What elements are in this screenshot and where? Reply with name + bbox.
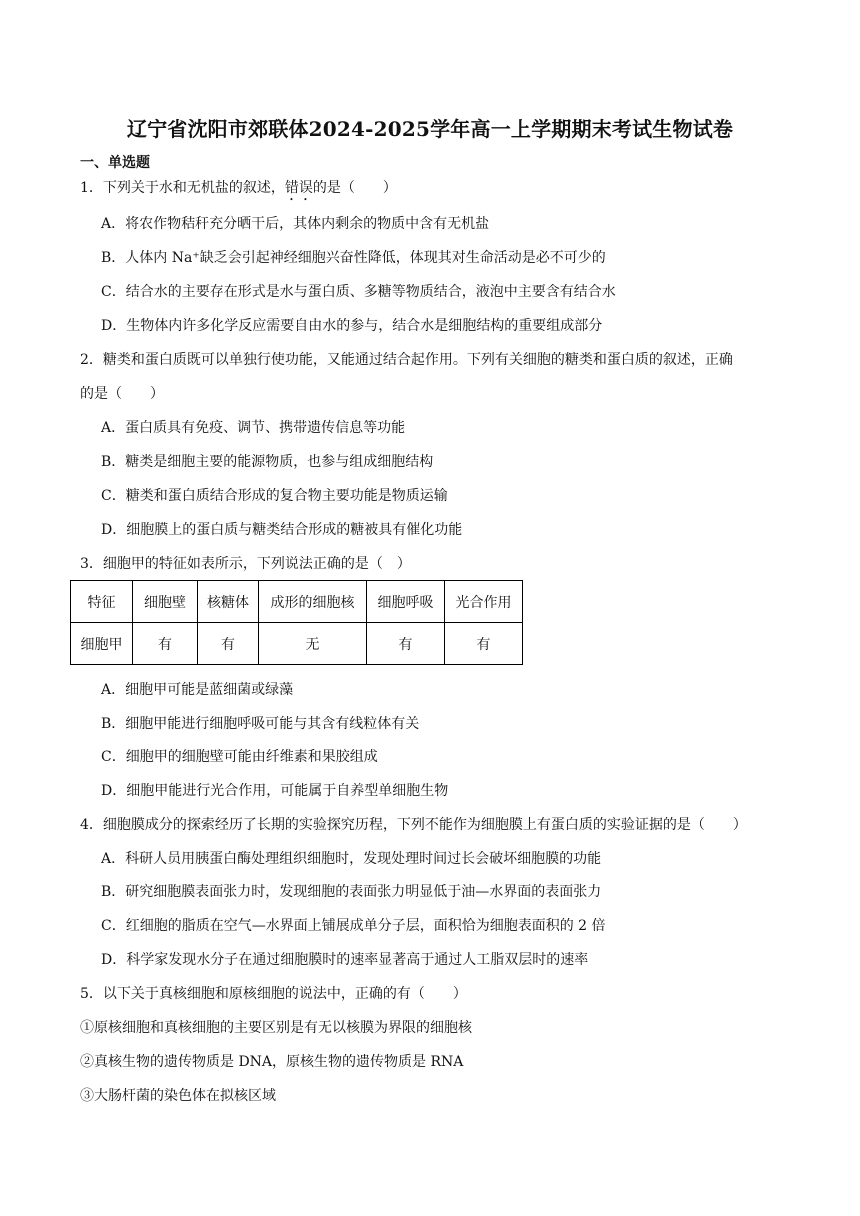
question-2-option-d: D．细胞膜上的蛋白质与糖类结合形成的糖被具有催化功能 <box>101 522 463 538</box>
question-2-stem-line-2: 的是（ ） <box>80 386 164 402</box>
question-2-stem-line-1: 2．糖类和蛋白质既可以单独行使功能，又能通过结合起作用。下列有关细胞的糖类和蛋白质的叙述，正确 <box>80 352 733 368</box>
question-1-stem-end: 的是（ ） <box>312 180 397 196</box>
question-2-option-c: C．糖类和蛋白质结合形成的复合物主要功能是物质运输 <box>101 488 448 504</box>
table-header-cell: 细胞呼吸 <box>367 581 445 623</box>
section-heading: 一、单选题 <box>80 155 150 171</box>
table-cell: 有 <box>445 623 523 665</box>
question-1-stem-text: 1．下列关于水和无机盐的叙述， <box>80 180 285 196</box>
question-4-option-c: C．红细胞的脂质在空气—水界面上铺展成单分子层，面积恰为细胞表面积的 2 倍 <box>101 918 606 934</box>
question-3-stem: 3．细胞甲的特征如表所示，下列说法正确的是（ ） <box>80 556 411 572</box>
table-cell: 有 <box>198 623 259 665</box>
table-header-row <box>71 581 523 623</box>
question-5-statement-2: ②真核生物的遗传物质是 DNA，原核生物的遗传物质是 RNA <box>80 1054 464 1070</box>
question-3-option-b: B．细胞甲能进行细胞呼吸可能与其含有线粒体有关 <box>101 716 420 732</box>
question-4-option-a: A．科研人员用胰蛋白酶处理组织细胞时，发现处理时间过长会破坏细胞膜的功能 <box>101 851 602 867</box>
question-5-statement-1: ①原核细胞和真核细胞的主要区别是有无以核膜为界限的细胞核 <box>80 1020 472 1036</box>
table-header-cell: 特征 <box>71 581 133 623</box>
table-row <box>71 623 523 665</box>
question-2-option-a: A．蛋白质具有免疫、调节、携带遗传信息等功能 <box>101 420 406 436</box>
question-3-option-c: C．细胞甲的细胞壁可能由纤维素和果胶组成 <box>101 749 378 765</box>
question-5-statement-3: ③大肠杆菌的染色体在拟核区域 <box>80 1088 276 1104</box>
table-cell: 无 <box>259 623 367 665</box>
table-header-cell: 光合作用 <box>445 581 523 623</box>
question-1-stem <box>80 177 397 204</box>
table-cell: 有 <box>133 623 198 665</box>
question-4-option-b: B．研究细胞膜表面张力时，发现细胞的表面张力明显低于油—水界面的表面张力 <box>101 884 602 900</box>
question-5-stem: 5．以下关于真核细胞和原核细胞的说法中，正确的有（ ） <box>80 986 467 1002</box>
cell-feature-table <box>70 580 523 665</box>
question-4-option-d: D．科学家发现水分子在通过细胞膜时的速率显著高于通过人工脂双层时的速率 <box>101 952 589 968</box>
question-3-option-a: A．细胞甲可能是蓝细菌或绿藻 <box>101 682 294 698</box>
question-2-option-b: B．糖类是细胞主要的能源物质，也参与组成细胞结构 <box>101 454 434 470</box>
table-header-cell: 细胞壁 <box>133 581 198 623</box>
question-4-stem: 4．细胞膜成分的探索经历了长期的实验探究历程，下列不能作为细胞膜上有蛋白质的实验证据的是（ ） <box>80 817 747 833</box>
question-1-option-d: D．生物体内许多化学反应需要自由水的参与，结合水是细胞结构的重要组成部分 <box>101 318 603 334</box>
question-3-option-d: D．细胞甲能进行光合作用，可能属于自养型单细胞生物 <box>101 783 449 799</box>
table-header-cell: 成形的细胞核 <box>259 581 367 623</box>
table-cell: 有 <box>367 623 445 665</box>
table-cell: 细胞甲 <box>71 623 133 665</box>
question-1-emphasis: 错误 <box>284 180 313 196</box>
exam-title: 辽宁省沈阳市郊联体2024-2025学年高一上学期期末考试生物试卷 <box>126 117 734 141</box>
question-1-option-c: C．结合水的主要存在形式是水与蛋白质、多糖等物质结合，液泡中主要含有结合水 <box>101 284 616 300</box>
question-1-option-a: A．将农作物秸秆充分晒干后，其体内剩余的物质中含有无机盐 <box>101 216 490 232</box>
question-1-option-b: B．人体内 Na⁺缺乏会引起神经细胞兴奋性降低，体现其对生命活动是必不可少的 <box>101 250 606 266</box>
table-header-cell: 核糖体 <box>198 581 259 623</box>
